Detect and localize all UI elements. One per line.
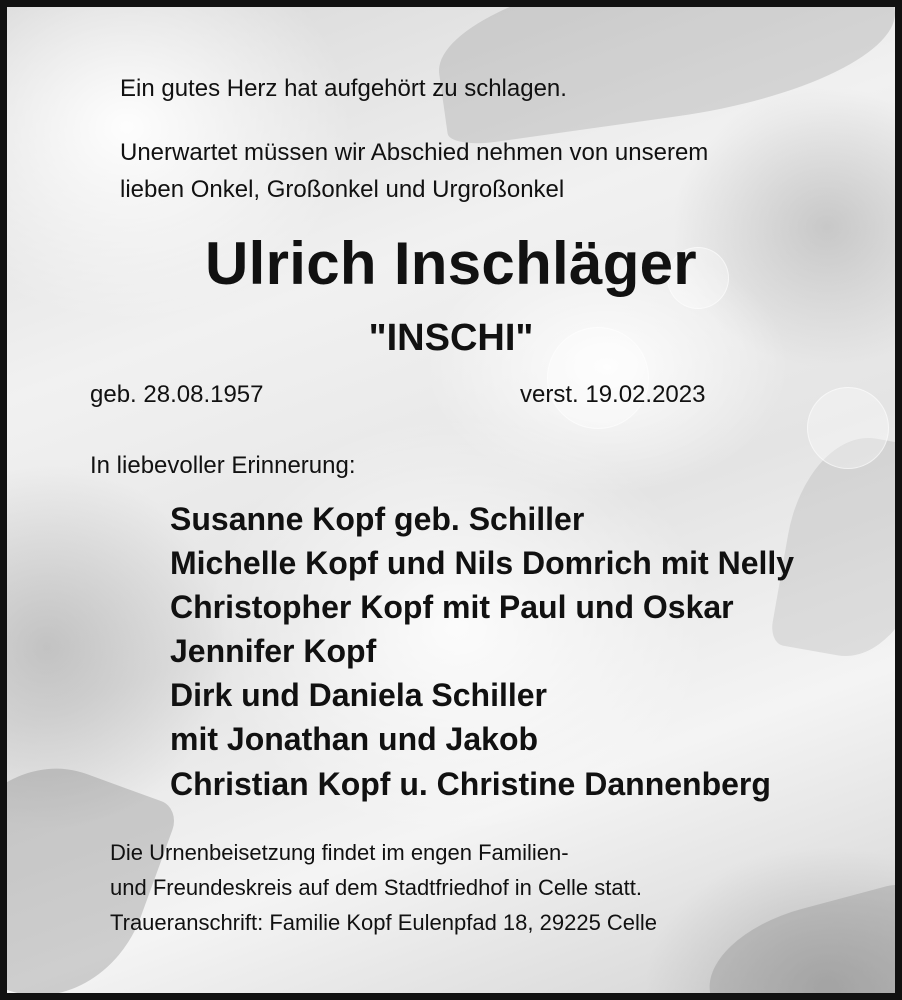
mourner-line: Dirk und Daniela Schiller <box>170 677 547 713</box>
footer-line-1: Die Urnenbeisetzung findet im engen Familien- <box>110 840 569 865</box>
remembrance-label: In liebevoller Erinnerung: <box>90 452 356 479</box>
mourner-line: Susanne Kopf geb. Schiller <box>170 501 585 537</box>
birth-date: geb. 28.08.1957 <box>90 381 264 408</box>
mourner-line: mit Jonathan und Jakob <box>170 721 539 757</box>
mourner-line: Jennifer Kopf <box>170 633 377 669</box>
mourner-line: Michelle Kopf und Nils Domrich mit Nelly <box>170 545 795 581</box>
mourner-line: Christian Kopf u. Christine Dannenberg <box>170 766 771 802</box>
intro-line-1: Ein gutes Herz hat aufgehört zu schlagen. <box>120 75 567 102</box>
mourner-line: Christopher Kopf mit Paul und Oskar <box>170 589 734 625</box>
deceased-name: Ulrich Inschläger <box>205 230 697 297</box>
footer-line-2: und Freundeskreis auf dem Stadtfriedhof in Celle statt. <box>110 875 642 900</box>
footer-line-3: Traueranschrift: Familie Kopf Eulenpfad 18, 29225 Celle <box>110 910 658 935</box>
intro-line-2: Unerwartet müssen wir Abschied nehmen von unserem <box>120 139 709 166</box>
death-date: verst. 19.02.2023 <box>520 381 706 408</box>
background-bokeh-2 <box>807 387 889 469</box>
intro-line-3: lieben Onkel, Großonkel und Urgroßonkel <box>120 176 565 203</box>
background-leaf-bottom-right <box>695 881 902 1000</box>
deceased-nickname: "INSCHI" <box>368 317 534 359</box>
